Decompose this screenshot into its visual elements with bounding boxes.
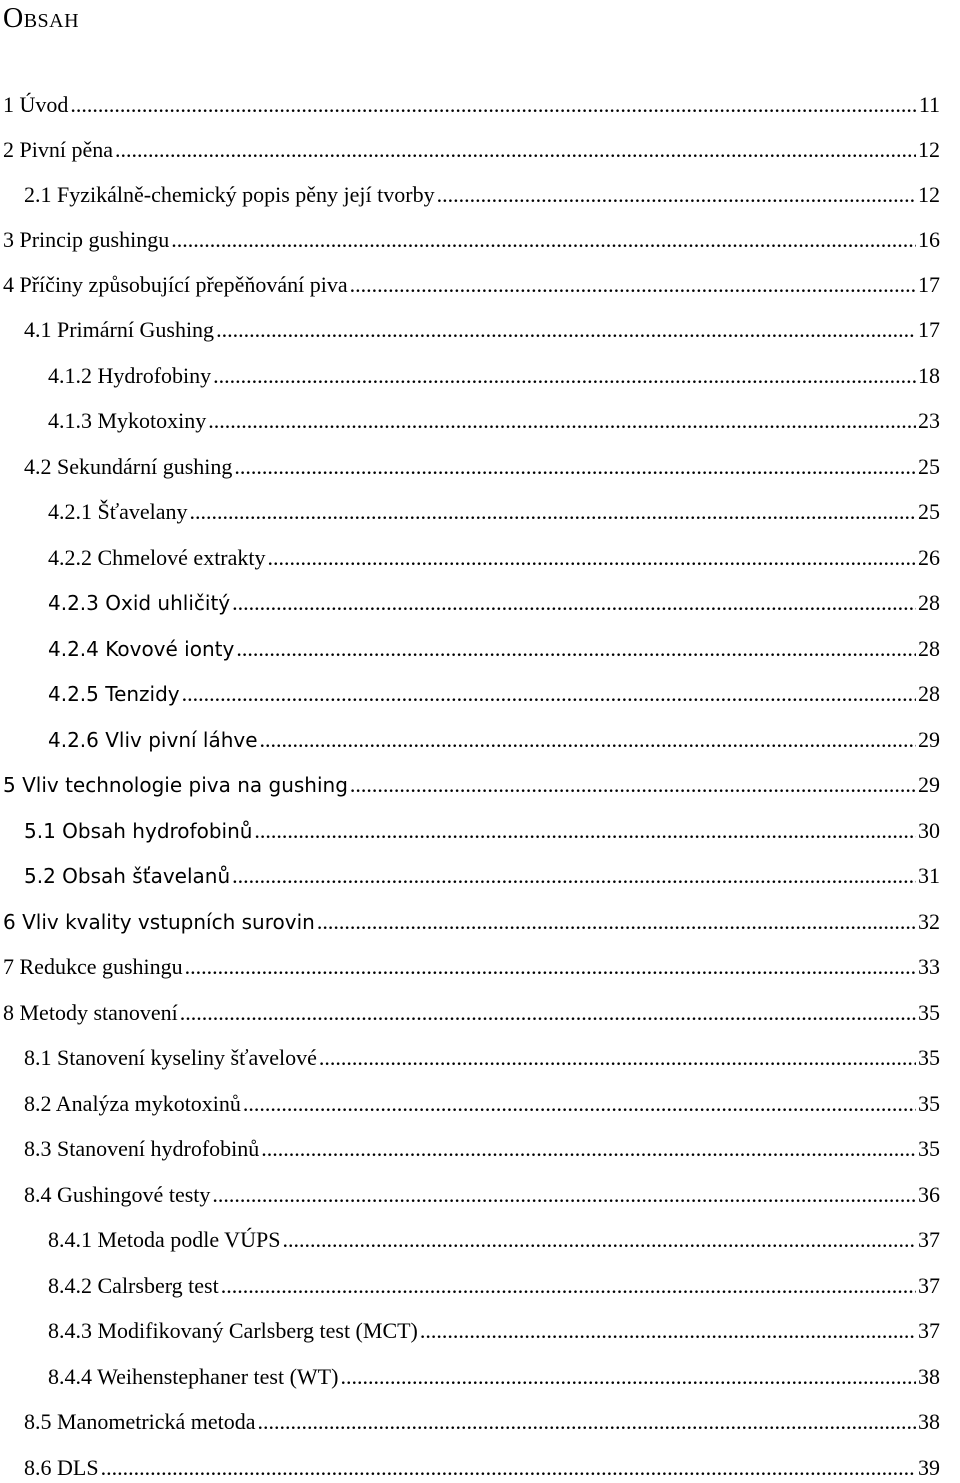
toc-entry-label: 8.4 Gushingové testy	[24, 1182, 211, 1207]
toc-leader-dots	[221, 1271, 916, 1301]
toc-leader-dots	[420, 1316, 916, 1346]
toc-entry-label: 4.2.4 Kovové ionty	[48, 637, 235, 661]
toc-entry-label: 4.2.1 Šťavelany	[48, 499, 188, 524]
toc-entry[interactable]	[24, 1453, 940, 1483]
page-title: Obsah	[3, 3, 80, 34]
toc-entry-page: 38	[918, 1409, 940, 1434]
toc-entry-label: 4.1.2 Hydrofobiny	[48, 363, 212, 388]
toc-leader-dots	[268, 543, 916, 573]
toc-entry[interactable]	[3, 135, 940, 165]
toc-leader-dots	[236, 634, 916, 664]
toc-entry-label: 4.1.3 Mykotoxiny	[48, 408, 207, 433]
toc-entry-label: 3 Princip gushingu	[3, 227, 170, 252]
toc-leader-dots	[213, 361, 916, 391]
toc-entry-page: 36	[918, 1182, 940, 1207]
toc-entry[interactable]	[48, 679, 940, 709]
toc-entry[interactable]	[48, 725, 940, 755]
toc-leader-dots	[258, 1407, 916, 1437]
toc-leader-dots	[70, 90, 916, 120]
toc-entry[interactable]	[24, 180, 940, 210]
toc-entry-page: 29	[918, 727, 940, 752]
toc-entry-label: 8.4.4 Weihenstephaner test (WT)	[48, 1364, 339, 1389]
toc-leader-dots	[115, 135, 916, 165]
toc-entry-label: 2 Pivní pěna	[3, 137, 113, 162]
toc-leader-dots	[282, 1225, 916, 1255]
toc-entry[interactable]	[3, 770, 940, 800]
toc-entry[interactable]	[48, 1225, 940, 1255]
toc-entry-page: 35	[918, 1045, 940, 1070]
toc-entry[interactable]	[48, 1316, 940, 1346]
toc-entry-label: 8.5 Manometrická metoda	[24, 1409, 256, 1434]
toc-leader-dots	[319, 1043, 916, 1073]
toc-entry-label: 8.6 DLS	[24, 1455, 99, 1480]
toc-entry-page: 17	[918, 272, 940, 297]
toc-leader-dots	[317, 907, 916, 937]
toc-entry-label: 8.2 Analýza mykotoxinů	[24, 1091, 241, 1116]
toc-entry-label: 1 Úvod	[3, 92, 69, 117]
toc-entry[interactable]	[3, 270, 940, 300]
toc-entry-page: 28	[918, 590, 940, 615]
toc-leader-dots	[261, 1134, 916, 1164]
toc-entry-page: 37	[918, 1318, 940, 1343]
toc-entry-page: 39	[918, 1455, 940, 1480]
toc-entry-label: 5.2 Obsah šťavelanů	[24, 864, 231, 888]
toc-entry[interactable]	[48, 543, 940, 573]
toc-entry[interactable]	[48, 406, 940, 436]
toc-entry-page: 32	[918, 909, 940, 934]
toc-leader-dots	[260, 725, 916, 755]
toc-entry-label: 4.2.3 Oxid uhličitý	[48, 591, 231, 615]
toc-entry[interactable]	[24, 1180, 940, 1210]
toc-leader-dots	[182, 679, 916, 709]
toc-entry-label: 4.2.2 Chmelové extrakty	[48, 545, 266, 570]
toc-entry-page: 31	[918, 863, 940, 888]
toc-entry-page: 35	[918, 1091, 940, 1116]
toc-leader-dots	[350, 270, 916, 300]
toc-entry-page: 11	[918, 92, 940, 117]
toc-entry[interactable]	[3, 90, 940, 120]
toc-entry-page: 33	[918, 954, 940, 979]
toc-entry-page: 35	[918, 1000, 940, 1025]
toc-leader-dots	[171, 225, 916, 255]
toc-entry-page: 29	[918, 772, 940, 797]
toc-entry[interactable]	[3, 998, 940, 1028]
toc-entry-label: 8 Metody stanovení	[3, 1000, 178, 1025]
toc-entry-page: 17	[918, 317, 940, 342]
toc-entry[interactable]	[24, 1043, 940, 1073]
toc-leader-dots	[232, 861, 916, 891]
toc-leader-dots	[212, 1180, 916, 1210]
toc-entry-page: 38	[918, 1364, 940, 1389]
toc-entry-label: 4.1 Primární Gushing	[24, 317, 215, 342]
toc-entry-label: 2.1 Fyzikálně-chemický popis pěny její tvorby	[24, 182, 435, 207]
toc-entry-page: 12	[918, 137, 940, 162]
toc-entry[interactable]	[24, 1089, 940, 1119]
toc-entry[interactable]	[24, 1134, 940, 1164]
toc-entry-page: 18	[918, 363, 940, 388]
toc-leader-dots	[234, 452, 916, 482]
toc-entry-label: 8.4.2 Calrsberg test	[48, 1273, 219, 1298]
toc-leader-dots	[254, 816, 916, 846]
toc-leader-dots	[208, 406, 916, 436]
toc-entry-label: 8.4.1 Metoda podle VÚPS	[48, 1227, 281, 1252]
toc-entry-label: 7 Redukce gushingu	[3, 954, 183, 979]
toc-entry[interactable]	[24, 315, 940, 345]
toc-entry-label: 8.1 Stanovení kyseliny šťavelové	[24, 1045, 317, 1070]
toc-entry-label: 8.4.3 Modifikovaný Carlsberg test (MCT)	[48, 1318, 418, 1343]
toc-entry-label: 4.2.6 Vliv pivní láhve	[48, 728, 258, 752]
toc-leader-dots	[243, 1089, 916, 1119]
toc-entry[interactable]	[24, 452, 940, 482]
toc-entry[interactable]	[3, 225, 940, 255]
toc-leader-dots	[340, 1362, 916, 1392]
toc-entry[interactable]	[48, 1362, 940, 1392]
toc-entry-label: 6 Vliv kvality vstupních surovin	[3, 910, 315, 934]
toc-entry-page: 26	[918, 545, 940, 570]
toc-entry-page: 25	[918, 499, 940, 524]
toc-entry[interactable]	[48, 497, 940, 527]
toc-leader-dots	[190, 497, 916, 527]
toc-entry-page: 37	[918, 1227, 940, 1252]
toc-entry[interactable]	[24, 816, 940, 846]
toc-leader-dots	[101, 1453, 916, 1483]
toc-leader-dots	[185, 952, 916, 982]
toc-entry-page: 37	[918, 1273, 940, 1298]
toc-entry[interactable]	[48, 588, 940, 618]
toc-leader-dots	[180, 998, 916, 1028]
toc-leader-dots	[232, 588, 916, 618]
toc-entry-page: 35	[918, 1136, 940, 1161]
toc-entry[interactable]	[3, 907, 940, 937]
toc-leader-dots	[350, 770, 916, 800]
toc-entry-page: 25	[918, 454, 940, 479]
toc-entry-page: 12	[918, 182, 940, 207]
toc-entry-label: 4.2.5 Tenzidy	[48, 682, 180, 706]
toc-entry-label: 4 Příčiny způsobující přepěňování piva	[3, 272, 348, 297]
toc-entry-label: 4.2 Sekundární gushing	[24, 454, 233, 479]
toc-entry-page: 28	[918, 636, 940, 661]
toc-entry-page: 28	[918, 681, 940, 706]
toc-leader-dots	[216, 315, 916, 345]
toc-entry[interactable]	[48, 361, 940, 391]
toc-entry-label: 5.1 Obsah hydrofobinů	[24, 819, 253, 843]
toc-entry[interactable]	[48, 1271, 940, 1301]
toc-entry[interactable]	[24, 1407, 940, 1437]
toc-leader-dots	[437, 180, 916, 210]
toc-entry-label: 5 Vliv technologie piva na gushing	[3, 773, 348, 797]
toc-entry-page: 23	[918, 408, 940, 433]
toc-entry-page: 16	[918, 227, 940, 252]
toc-entry[interactable]	[24, 861, 940, 891]
toc-entry[interactable]	[3, 952, 940, 982]
toc-entry-label: 8.3 Stanovení hydrofobinů	[24, 1136, 260, 1161]
toc-entry-page: 30	[918, 818, 940, 843]
toc-entry[interactable]	[48, 634, 940, 664]
